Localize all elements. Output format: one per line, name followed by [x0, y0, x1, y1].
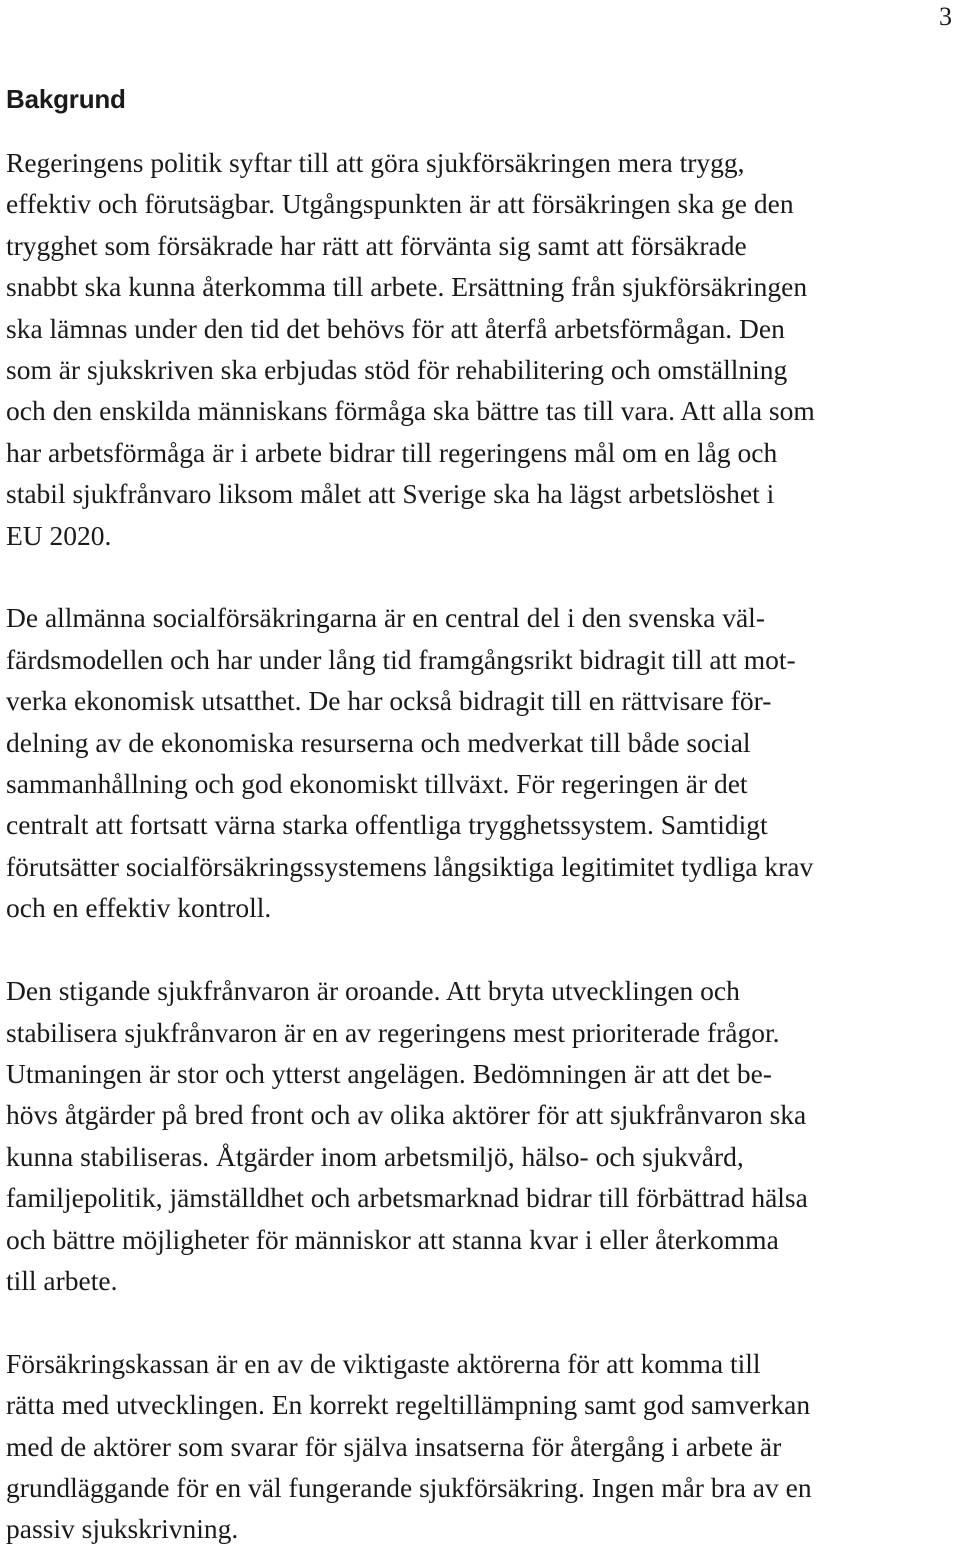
- text-line: färdsmodellen och har under lång tid framgångsrikt bidragit till att mot-: [6, 643, 796, 675]
- text-line: De allmänna socialförsäkringarna är en central del i den svenska väl-: [6, 602, 765, 634]
- section-heading: Bakgrund: [6, 84, 126, 114]
- text-line: har arbetsförmåga är i arbete bidrar till regeringens mål om en låg och: [6, 436, 778, 468]
- text-line: sammanhållning och god ekonomiskt tillväxt. För regeringen är det: [6, 768, 748, 800]
- body-text: [6, 142, 956, 1550]
- text-line: och en effektiv kontroll.: [6, 892, 272, 924]
- text-line: snabbt ska kunna återkomma till arbete. Ersättning från sjukförsäkringen: [6, 271, 808, 303]
- text-line: förutsätter socialförsäkringssystemens långsiktiga legitimitet tydliga krav: [6, 850, 814, 882]
- text-line: med de aktörer som svarar för själva insatserna för återgång i arbete är: [6, 1430, 782, 1462]
- text-line: effektiv och förutsägbar. Utgångspunkten är att försäkringen ska ge den: [6, 188, 794, 220]
- text-line: till arbete.: [6, 1264, 118, 1296]
- text-line: familjepolitik, jämställdhet och arbetsmarknad bidrar till förbättrad hälsa: [6, 1182, 808, 1214]
- page-number: 3: [939, 2, 952, 31]
- text-line: EU 2020.: [6, 519, 112, 551]
- text-line: ska lämnas under den tid det behövs för att återfå arbetsförmågan. Den: [6, 312, 785, 344]
- text-line: stabilisera sjukfrånvaron är en av regeringens mest prioriterade frågor.: [6, 1016, 780, 1048]
- paragraph-2: [6, 597, 956, 928]
- text-line: och bättre möjligheter för människor att stanna kvar i eller återkomma: [6, 1223, 779, 1255]
- text-line: grundläggande för en väl fungerande sjukförsäkring. Ingen mår bra av en: [6, 1471, 812, 1503]
- text-line: Utmaningen är stor och ytterst angelägen. Bedömningen är att det be-: [6, 1057, 772, 1089]
- text-line: och den enskilda människans förmåga ska bättre tas till vara. Att alla som: [6, 395, 815, 427]
- text-line: passiv sjukskrivning.: [6, 1513, 239, 1545]
- text-line: Regeringens politik syftar till att göra sjukförsäkringen mera trygg,: [6, 147, 745, 178]
- text-line: verka ekonomisk utsatthet. De har också bidragit till en rättvisare för-: [6, 685, 772, 717]
- paragraph-4: [6, 1343, 956, 1550]
- text-line: trygghet som försäkrade har rätt att förvänta sig samt att försäkrade: [6, 229, 747, 261]
- paragraph-1: [6, 142, 956, 556]
- text-line: delning av de ekonomiska resurserna och medverkat till både social: [6, 726, 751, 758]
- text-line: stabil sjukfrånvaro liksom målet att Sverige ska ha lägst arbetslöshet i: [6, 478, 775, 510]
- text-line: Försäkringskassan är en av de viktigaste aktörerna för att komma till: [6, 1347, 761, 1379]
- paragraph-3: [6, 970, 956, 1301]
- text-line: centralt att fortsatt värna starka offentliga trygghetssystem. Samtidigt: [6, 809, 768, 841]
- text-line: Den stigande sjukfrånvaron är oroande. Att bryta utvecklingen och: [6, 975, 740, 1007]
- text-line: kunna stabiliseras. Åtgärder inom arbetsmiljö, hälso- och sjukvård,: [6, 1140, 744, 1172]
- text-line: rätta med utvecklingen. En korrekt regeltillämpning samt god samverkan: [6, 1389, 811, 1421]
- text-line: som är sjukskriven ska erbjudas stöd för rehabilitering och omställning: [6, 354, 788, 386]
- text-line: hövs åtgärder på bred front och av olika aktörer för att sjukfrånvaron ska: [6, 1099, 807, 1131]
